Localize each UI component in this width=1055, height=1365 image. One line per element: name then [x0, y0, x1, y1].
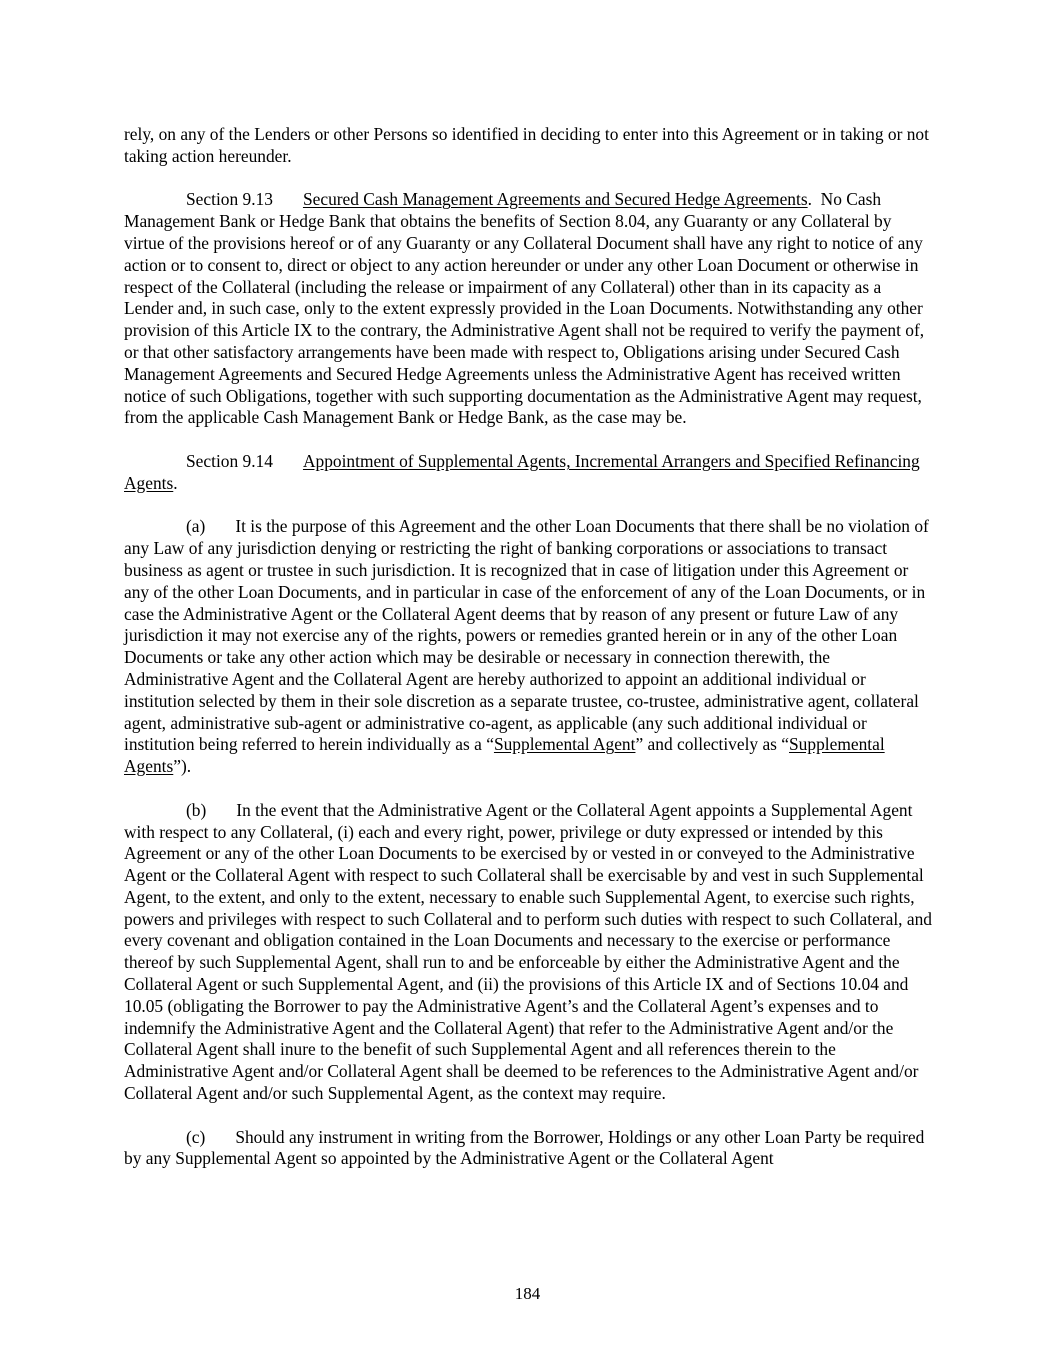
- section-9-13-paragraph: [124, 189, 934, 429]
- clause-a-end: ”).: [173, 756, 192, 777]
- clause-a-middle: ” and collectively as “: [635, 734, 790, 755]
- clause-c-body: Should any instrument in writing from the Borrower, Holdings or any other Loan Party be required by any Supplemental Agent so appointed by the Administrative Agent or the Collateral Agent: [124, 1126, 925, 1169]
- section-9-13-heading: Secured Cash Management Agreements and Secured Hedge Agreements: [302, 189, 808, 210]
- clause-b-body: In the event that the Administrative Agent or the Collateral Agent appoints a Supplemental Agent with respect to any Collateral, (i) each and every right, power, privilege or duty expressed or intended by this Agreement or any of the other Loan Documents to be exercised by or vested in or conveyed to the Administrative Agent or the Collateral Agent with respect to such Collateral shall be exercisable by and vest in such Supplemental Agent, to the extent, and only to the extent, necessary to enable such Supplemental Agent, to exercise such rights, powers and privileges with respect to such Collateral and to perform such duties with respect to such Collateral, and every covenant and obligation contained in the Loan Documents and necessary to the exercise or performance thereof by such Supplemental Agent, shall run to and be enforceable by either the Administrative Agent and the Collateral Agent or such Supplemental Agent, and (ii) the provisions of this Article IX and of Sections 10.04 and 10.05 (obligating the Borrower to pay the Administrative Agent’s and the Collateral Agent’s expenses and to indemnify the Administrative Agent and the Collateral Agent) that refer to the Administrative Agent and/or the Collateral Agent shall inure to the benefit of such Supplemental Agent and all references therein to the Administrative Agent and/or Collateral Agent shall be deemed to be references to the Administrative Agent and/or Collateral Agent and/or such Supplemental Agent, as the context may require.: [124, 799, 932, 1104]
- section-9-14-number: Section 9.14: [186, 450, 273, 471]
- document-page: [124, 124, 934, 1192]
- clause-a-label: (a): [186, 516, 206, 537]
- clause-a-body: It is the purpose of this Agreement and the other Loan Documents that there shall be no violation of any Law of any jurisdiction denying or restricting the right of banking corporations or associations to transact business as agent or trustee in such jurisdiction. It is recognized that in case of litigation under this Agreement or any of the other Loan Documents, and in particular in case of the enforcement of any of the Loan Documents, or in case the Administrative Agent or the Collateral Agent deems that by reason of any present or future Law of any jurisdiction it may not exercise any of the rights, powers or remedies granted herein or in any of the other Loan Documents or take any other action which may be desirable or necessary in connection therewith, the Administrative Agent and the Collateral Agent are hereby authorized to appoint an additional individual or institution selected by them in their sole discretion as a separate trustee, co-trustee, administrative agent, collateral agent, administrative sub-agent or administrative co-agent, as applicable (any such additional individual or institution being referred to herein individually as a “: [124, 516, 929, 755]
- clause-c-paragraph: [124, 1127, 934, 1171]
- clause-a-paragraph: [124, 516, 934, 778]
- section-9-14-heading-end: .: [173, 472, 178, 493]
- clause-b-paragraph: [124, 800, 934, 1105]
- continuation-paragraph: rely, on any of the Lenders or other Persons so identified in deciding to enter into this Agreement or in taking or not taking action hereunder.: [124, 124, 929, 166]
- section-9-14-paragraph: [124, 451, 934, 495]
- section-9-13-number: Section 9.13: [186, 189, 273, 210]
- section-9-13-body: No Cash Management Bank or Hedge Bank that obtains the benefits of Section 8.04, any Guaranty or any Collateral by virtue of the provisions hereof or of any Guaranty or any Collateral Document shall have any right to notice of any action or to consent to, direct or object to any action hereunder or under any other Loan Document or otherwise in respect of the Collateral (including the release or impairment of any Collateral) other than in its capacity as a Lender and, in such case, only to the extent expressly provided in the Loan Documents. Notwithstanding any other provision of this Article IX to the contrary, the Administrative Agent shall not be required to verify the payment of, or that other satisfactory arrangements have been made with respect to, Obligations arising under Secured Cash Management Agreements and Secured Hedge Agreements unless the Administrative Agent has received written notice of such Obligations, together with such supporting documentation as the Administrative Agent may request, from the applicable Cash Management Bank or Hedge Bank, as the case may be.: [124, 189, 925, 428]
- clause-b-label: (b): [186, 799, 207, 820]
- page-number: 184: [514, 1284, 541, 1303]
- defined-term-supplemental-agents: Supplemental Agents: [124, 734, 885, 777]
- section-9-13-heading-end: .: [807, 189, 812, 210]
- clause-c-label: (c): [186, 1126, 206, 1147]
- defined-term-supplemental-agent: Supplemental Agent: [493, 734, 636, 755]
- section-9-14-heading: Appointment of Supplemental Agents, Incremental Arrangers and Specified Refinancing Agents: [124, 450, 920, 493]
